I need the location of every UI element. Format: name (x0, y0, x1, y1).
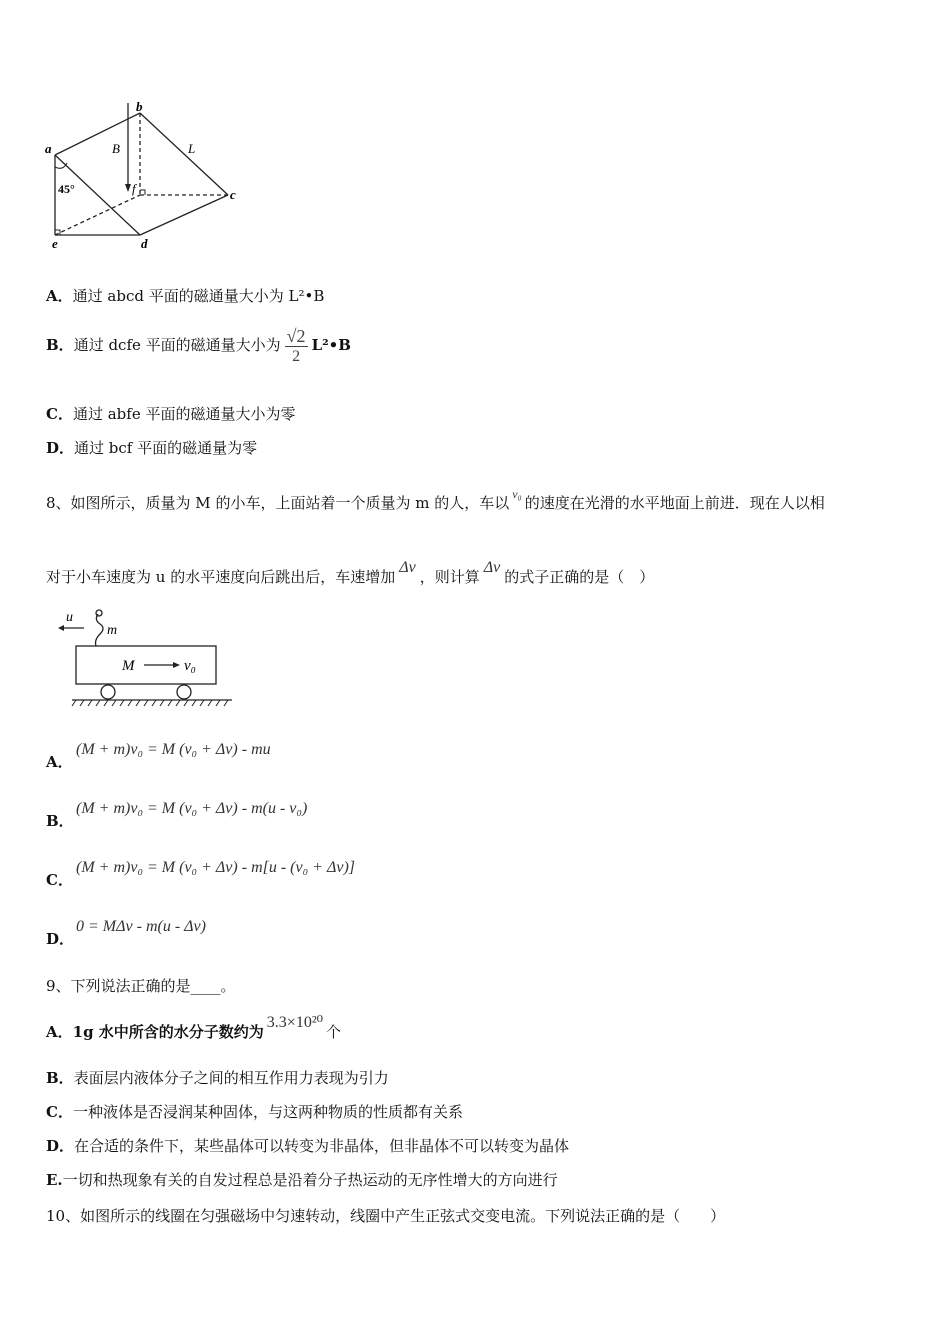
option-text: 在合适的条件下，某些晶体可以转变为非晶体，但非晶体不可以转变为晶体 (74, 1137, 570, 1155)
dv-symbol: Δv (483, 559, 501, 576)
option-text: 通过 abcd 平面的磁通量大小为 L²•B (72, 287, 325, 305)
option-text: 表面层内液体分子之间的相互作用力表现为引力 (73, 1069, 389, 1087)
field-arrow-icon (125, 184, 131, 192)
fraction-numerator: √2 (286, 325, 306, 346)
q8-text: 对于小车速度为 u 的水平速度向后跳出后，车速增加 (46, 568, 396, 586)
option-text: 1g 水中所含的水分子数约为 (72, 1023, 264, 1041)
option-label: A． (46, 753, 73, 771)
formula: (M + m)v₀ = M (v₀ + Δv) - m(u - v₀) (76, 800, 308, 817)
q8-stem-line1 (46, 484, 825, 513)
option-label: C． (46, 405, 73, 423)
v0-symbol: v₀ (512, 487, 522, 501)
q7-option-c (46, 404, 295, 424)
q7-option-d (46, 438, 257, 458)
left-arrow-icon (58, 625, 64, 631)
option-text: 通过 abfe 平面的磁通量大小为零 (72, 405, 296, 423)
option-text-post: L²•B (311, 336, 351, 354)
label-c: c (230, 187, 236, 202)
option-label: B． (46, 336, 74, 354)
q8-text: 的式子正确的是（ ） (504, 568, 655, 586)
label-m: m (107, 623, 118, 638)
q9-option-b (46, 1068, 389, 1088)
option-label: D． (46, 439, 75, 457)
formula: (M + m)v₀ = M (v₀ + Δv) - m[u - (v₀ + Δv)] (76, 859, 356, 876)
option-label: A． (46, 287, 73, 305)
option-text-post: 个 (326, 1023, 342, 1041)
q8-text: 的速度在光滑的水平地面上前进．现在人以相 (524, 494, 825, 512)
molecule-count: 3.3×10²⁰ (266, 1014, 324, 1031)
q8-text: ，则计算 (419, 568, 480, 586)
option-label: E. (46, 1171, 63, 1189)
q10-stem: 10、如图所示的线圈在匀强磁场中匀速转动，线圈中产生正弦式交变电流。下列说法正确的是（ ） (46, 1207, 726, 1225)
option-label: D． (46, 1137, 75, 1155)
formula: 0 = MΔv - m(u - Δv) (76, 918, 206, 935)
option-a-text (46, 1014, 342, 1043)
option-text: 通过 bcf 平面的磁通量为零 (74, 439, 258, 457)
label-v0: v₀ (184, 658, 196, 674)
label-b: b (136, 99, 143, 114)
q9-option-e (46, 1170, 558, 1190)
q8-text: 8、如图所示，质量为 M 的小车，上面站着一个质量为 m 的人，车以 (46, 494, 510, 512)
option-label: B． (46, 1069, 74, 1087)
option-label: B． (46, 812, 74, 830)
q9-option-c (46, 1102, 463, 1122)
q7-option-a (46, 286, 324, 306)
q9-option-d (46, 1136, 569, 1156)
label-a: a (45, 141, 52, 156)
prism-figure (40, 95, 250, 255)
option-text: 通过 dcfe 平面的磁通量大小为 (73, 336, 281, 354)
label-d: d (141, 236, 148, 251)
cart-figure (52, 606, 237, 710)
option-label: C． (46, 871, 73, 889)
label-B: B (112, 141, 120, 156)
option-text: 一切和热现象有关的自发过程总是沿着分子热运动的无序性增大的方向进行 (62, 1171, 558, 1189)
option-label: A． (46, 1023, 73, 1041)
label-L: L (188, 141, 196, 156)
option-label: D． (46, 930, 75, 948)
fraction (285, 326, 308, 367)
option-text: 一种液体是否浸润某种固体，与这两种物质的性质都有关系 (72, 1103, 463, 1121)
q7-option-b (46, 322, 351, 368)
label-M: M (122, 658, 135, 674)
formula: (M + m)v₀ = M (v₀ + Δv) - mu (76, 741, 271, 758)
label-u: u (66, 610, 73, 625)
right-arrow-icon (173, 662, 180, 668)
fraction-denominator: 2 (292, 347, 301, 365)
q9-stem: 9、下列说法正确的是____。 (46, 977, 236, 995)
label-f: f (132, 181, 136, 196)
option-label: C． (46, 1103, 73, 1121)
dv-symbol: Δv (399, 559, 416, 576)
q8-stem-line2 (46, 558, 654, 587)
label-angle: 45° (58, 182, 75, 196)
label-e: e (52, 236, 58, 251)
